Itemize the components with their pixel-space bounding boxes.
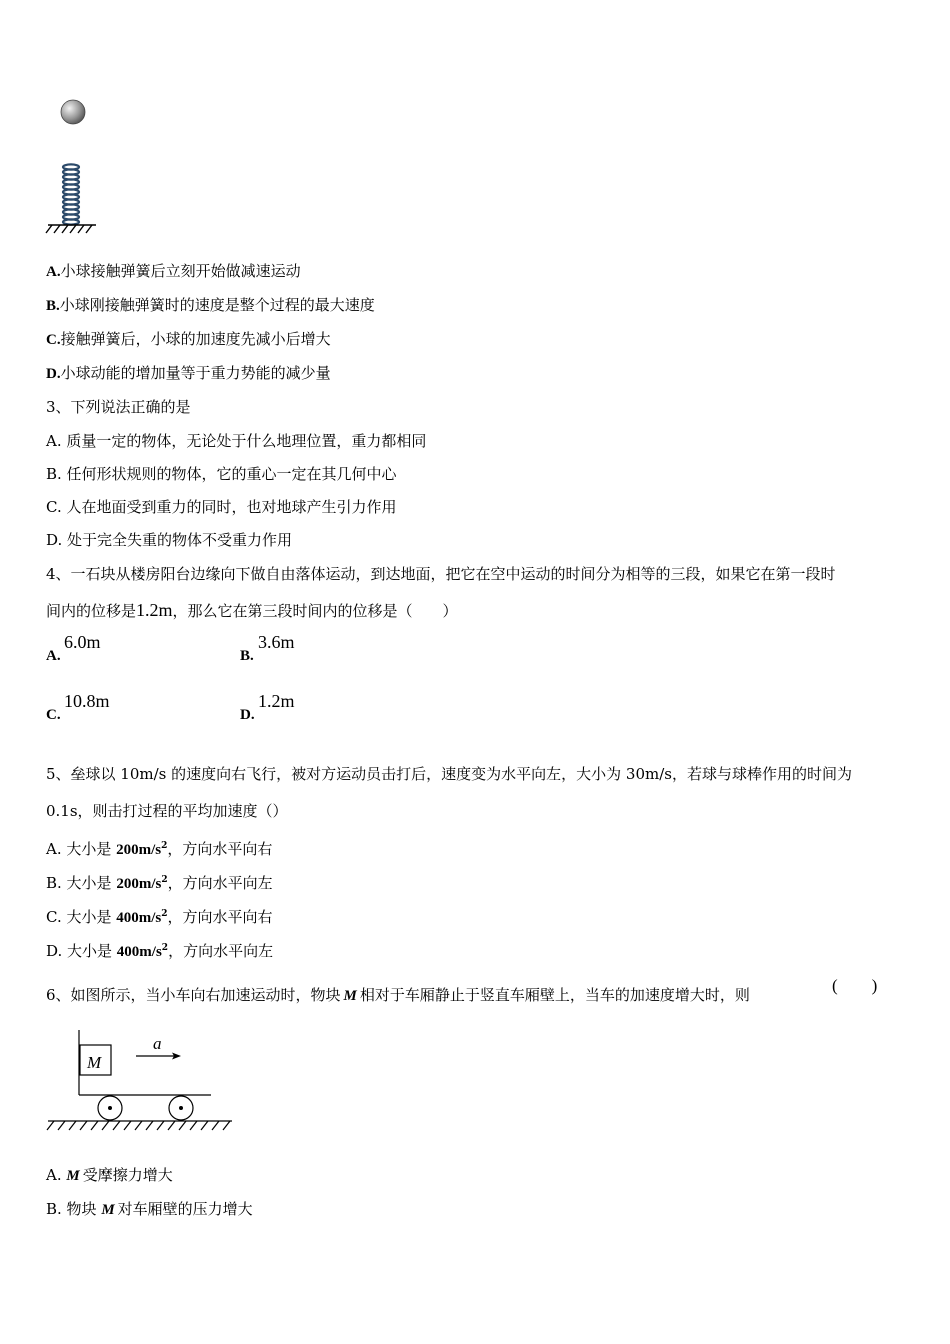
q4-option-d-letter: D. [240, 707, 255, 723]
q2-option-a: A.小球接触弹簧后立刻开始做减速运动 [46, 262, 301, 280]
q2-option-c: C.接触弹簧后，小球的加速度先减小后增大 [46, 330, 331, 348]
q6-option-a: A. M 受摩擦力增大 [46, 1166, 173, 1184]
block-label: M [87, 1053, 102, 1072]
q4-option-c-value: 10.8m [64, 691, 110, 711]
cart-figure [44, 1025, 236, 1135]
q5-option-b: B. 大小是 $200m/s^2$，方向水平向左 [46, 874, 273, 892]
q4-option-c-letter: C. [46, 707, 61, 723]
ball-spring-figure [40, 95, 110, 240]
q2-option-b: B.小球刚接触弹簧时的速度是整个过程的最大速度 [46, 296, 375, 314]
q5-option-d: D. 大小是 $400m/s^2$，方向水平向左 [46, 942, 274, 960]
q5-stem-line1: 5、垒球以 10m/s 的速度向右飞行，被对方运动员击打后，速度变为水平向左，大小为 30m/s，若球与球棒作用的时间为 [46, 765, 852, 783]
q4-stem-line2: 间内的位移是1.2m，那么它在第三段时间内的位移是（ ） [46, 600, 458, 620]
q4-option-b-value: 3.6m [258, 632, 295, 652]
q4-option-a-letter: A. [46, 648, 61, 664]
q2-option-d: D.小球动能的增加量等于重力势能的减少量 [46, 364, 331, 382]
accel-label: a [153, 1034, 162, 1053]
q4-stem-line1: 4、一石块从楼房阳台边缘向下做自由落体运动，到达地面，把它在空中运动的时间分为相等的三段，如果它在第一段时 [46, 565, 836, 583]
ball [61, 100, 85, 124]
spring [63, 164, 79, 224]
q6-option-b: B. 物块 M 对车厢壁的压力增大 [46, 1200, 253, 1218]
q3-option-a: A. 质量一定的物体，无论处于什么地理位置，重力都相同 [46, 432, 427, 450]
q3-stem: 3、下列说法正确的是 [46, 398, 191, 416]
q6-answer-paren: ( ) [832, 976, 878, 995]
q4-option-b-letter: B. [240, 648, 254, 664]
q3-option-c: C. 人在地面受到重力的同时，也对地球产生引力作用 [46, 498, 397, 516]
q4-option-d-value: 1.2m [258, 691, 295, 711]
q5-stem-line2: 0.1s，则击打过程的平均加速度（） [46, 802, 288, 820]
q4-option-a-value: 6.0m [64, 632, 101, 652]
ground-hatch [46, 225, 96, 233]
q5-option-a: A. 大小是 $200m/s^2$，方向水平向右 [46, 840, 273, 858]
q3-option-d: D. 处于完全失重的物体不受重力作用 [46, 531, 293, 549]
q3-option-b: B. 任何形状规则的物体，它的重心一定在其几何中心 [46, 465, 397, 483]
q5-option-c: C. 大小是 $400m/s^2$，方向水平向右 [46, 908, 273, 926]
q6-stem: 6、如图所示，当小车向右加速运动时，物块 M 相对于车厢静止于竖直车厢壁上，当车的加速度增大时，则 [46, 986, 750, 1004]
